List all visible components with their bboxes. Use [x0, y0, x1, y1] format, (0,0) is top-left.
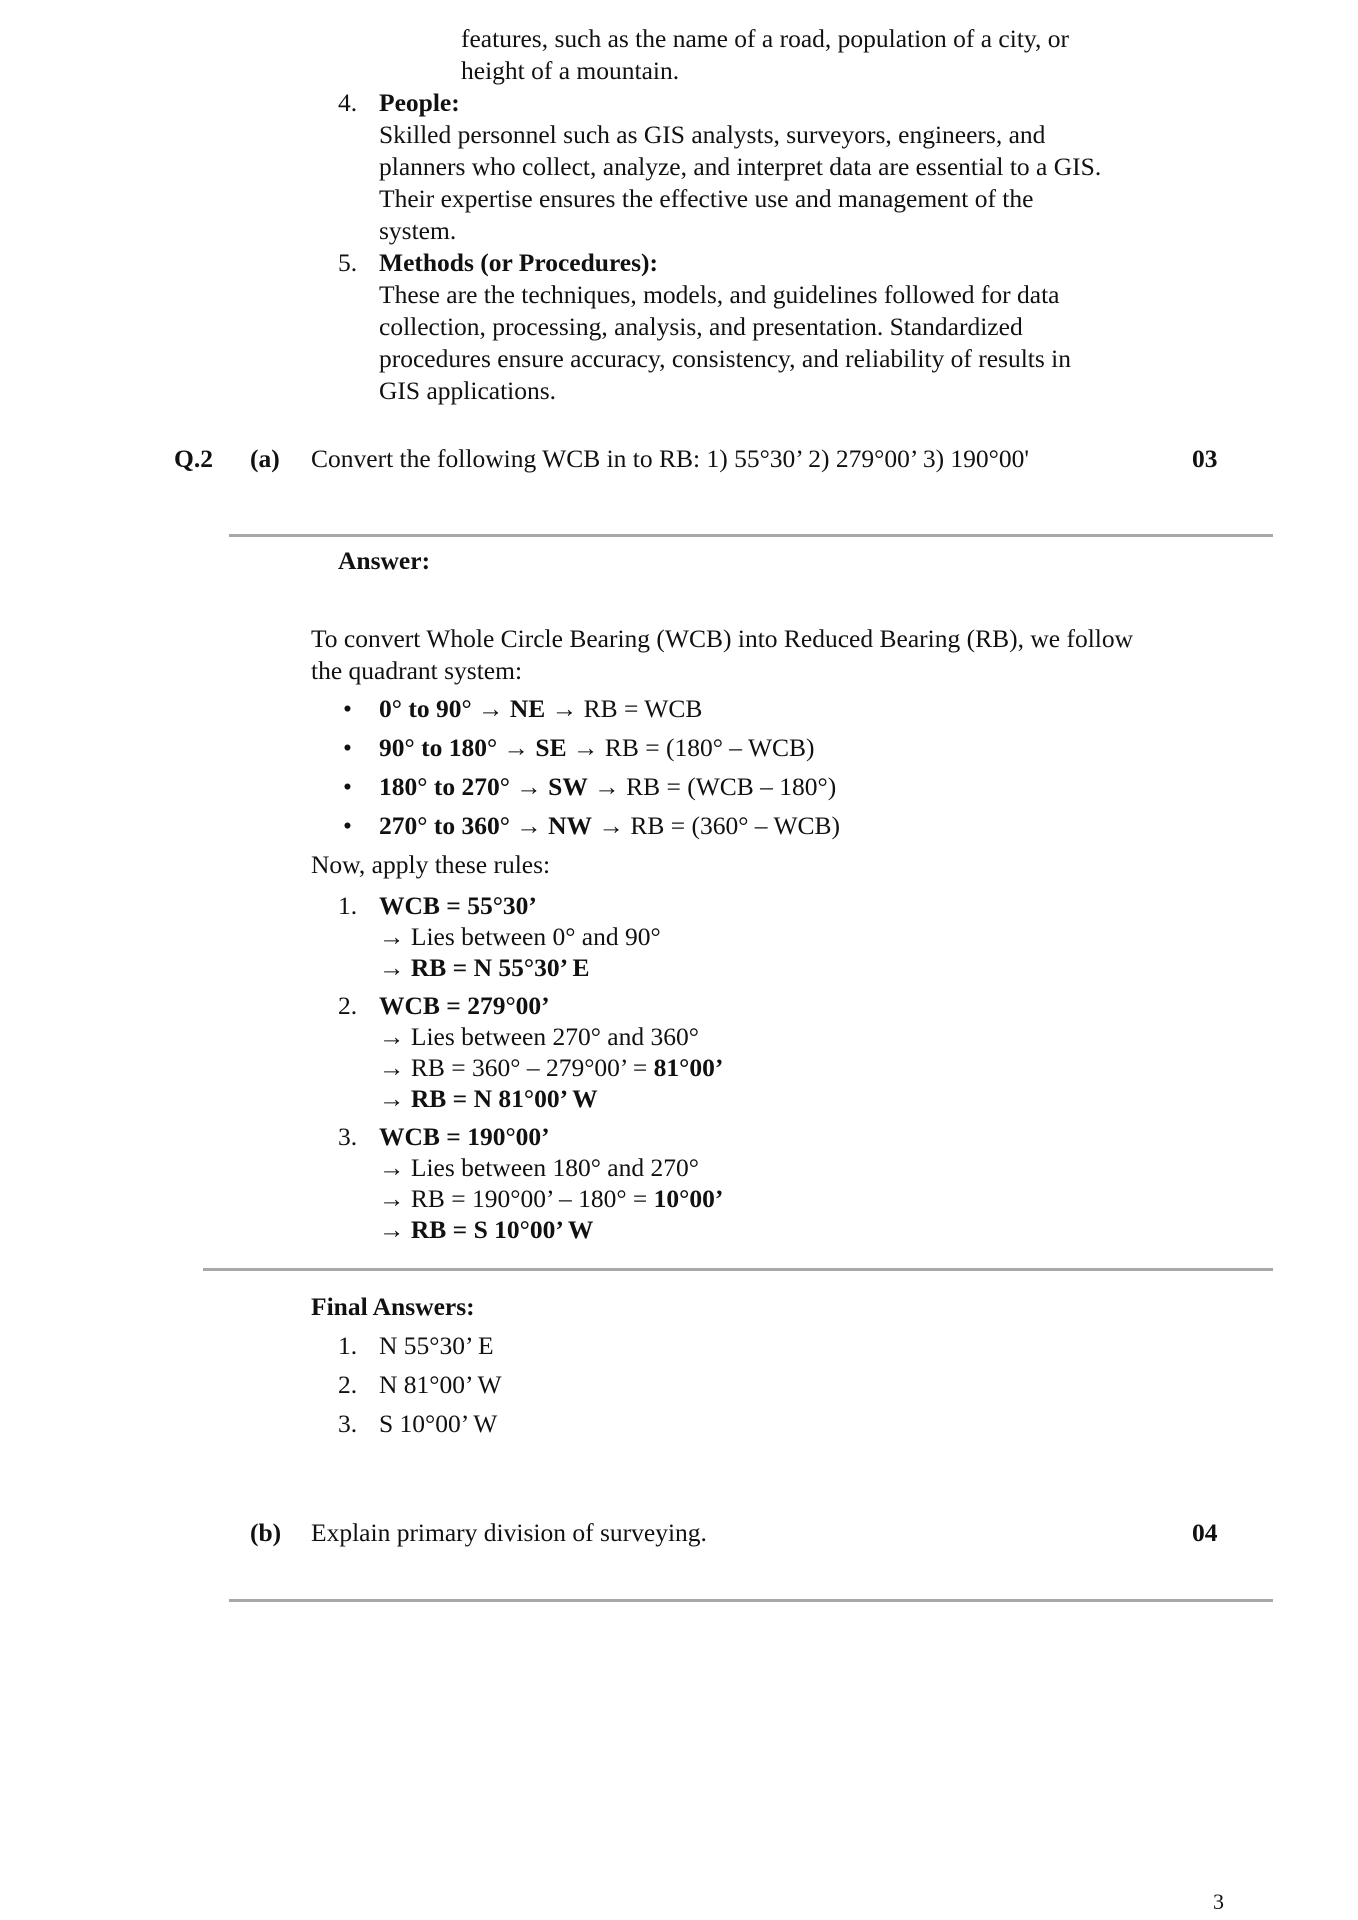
divider-bottom [229, 1599, 1273, 1602]
step-1-title: WCB = 55°30’ [379, 891, 537, 920]
rule-item-nw: 270° to 360° → NW → RB = (360° – WCB) [379, 811, 841, 840]
step-3-calc: → RB = 190°00’ – 180° = 10°00’ [379, 1184, 724, 1213]
people-line-4: system. [379, 216, 457, 245]
step-number-2: 2. [338, 991, 358, 1020]
step-3-title: WCB = 190°00’ [379, 1122, 550, 1151]
item-number-5: 5. [338, 248, 358, 277]
item-title-people: People: [379, 88, 460, 117]
people-line-3: Their expertise ensures the effective use and management of the [379, 184, 1034, 213]
final-number-2: 2. [338, 1370, 358, 1399]
bullet-icon: • [343, 733, 352, 762]
bullet-icon: • [343, 811, 352, 840]
continuation-line-2: height of a mountain. [461, 56, 680, 85]
people-line-1: Skilled personnel such as GIS analysts, surveyors, engineers, and [379, 120, 1046, 149]
step-number-1: 1. [338, 891, 358, 920]
divider-middle [203, 1268, 1273, 1271]
step-3-line: → Lies between 180° and 270° [379, 1153, 699, 1182]
step-2-calc: → RB = 360° – 279°00’ = 81°00’ [379, 1053, 724, 1082]
step-2-line: → Lies between 270° and 360° [379, 1022, 699, 1051]
answer-intro-line-1: To convert Whole Circle Bearing (WCB) into Reduced Bearing (RB), we follow [311, 624, 1134, 653]
continuation-line-1: features, such as the name of a road, population of a city, or [461, 24, 1070, 53]
final-number-1: 1. [338, 1331, 358, 1360]
methods-line-2: collection, processing, analysis, and presentation. Standardized [379, 312, 1023, 341]
step-1-result: → RB = N 55°30’ E [379, 953, 590, 982]
question-b-label: (b) [250, 1518, 282, 1547]
divider-top [229, 534, 1273, 537]
bullet-icon: • [343, 772, 352, 801]
apply-rules-text: Now, apply these rules: [311, 850, 551, 879]
final-answer-1: N 55°30’ E [379, 1331, 494, 1360]
rule-item-se: 90° to 180° → SE → RB = (180° – WCB) [379, 733, 815, 762]
page-number: 3 [1213, 1889, 1224, 1914]
final-answers-heading: Final Answers: [311, 1292, 475, 1321]
methods-line-4: GIS applications. [379, 376, 557, 405]
bullet-icon: • [343, 694, 352, 723]
question-a-label: (a) [250, 444, 280, 473]
question-label: Q.2 [174, 444, 213, 473]
question-b-text: Explain primary division of surveying. [311, 1518, 707, 1547]
item-title-methods: Methods (or Procedures): [379, 248, 659, 277]
methods-line-1: These are the techniques, models, and guidelines followed for data [379, 280, 1060, 309]
answer-intro-line-2: the quadrant system: [311, 656, 523, 685]
question-b-marks: 04 [1192, 1518, 1218, 1547]
question-a-marks: 03 [1192, 444, 1218, 473]
people-line-2: planners who collect, analyze, and interpret data are essential to a GIS. [379, 152, 1102, 181]
step-1-line: → Lies between 0° and 90° [379, 922, 661, 951]
final-answer-3: S 10°00’ W [379, 1409, 498, 1438]
methods-line-3: procedures ensure accuracy, consistency, and reliability of results in [379, 344, 1072, 373]
final-answer-2: N 81°00’ W [379, 1370, 502, 1399]
rule-item-ne: 0° to 90° → NE → RB = WCB [379, 694, 703, 723]
step-number-3: 3. [338, 1122, 358, 1151]
step-3-result: → RB = S 10°00’ W [379, 1215, 594, 1244]
rule-item-sw: 180° to 270° → SW → RB = (WCB – 180°) [379, 772, 837, 801]
question-a-text: Convert the following WCB in to RB: 1) 55°30’ 2) 279°00’ 3) 190°00' [311, 444, 1029, 473]
step-2-title: WCB = 279°00’ [379, 991, 550, 1020]
final-number-3: 3. [338, 1409, 358, 1438]
step-2-result: → RB = N 81°00’ W [379, 1084, 598, 1113]
answer-heading: Answer: [338, 546, 431, 575]
item-number-4: 4. [338, 88, 358, 117]
